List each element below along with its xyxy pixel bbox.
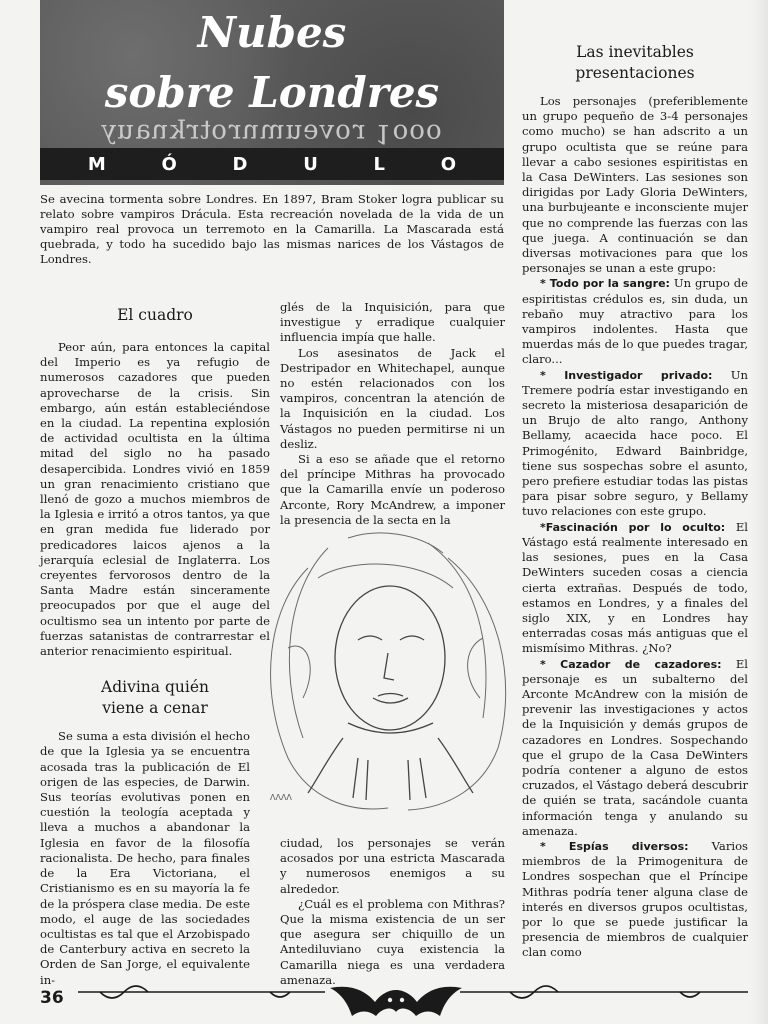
column-right: [522, 42, 748, 961]
column-left: [40, 305, 270, 988]
ornamental-footer: [40, 980, 748, 1020]
heading-adivina-quien: Adivina quién: [101, 678, 209, 697]
title-line-2: sobre Londres: [104, 68, 440, 117]
item-text: Un Tremere podría estar investigando en secreto la misteriosa desaparición de un Brujo de alto rango, Anthony Bellamy, acaecida hace poco. El Primogénito, Edward Bainbridge, tiene sus sospechas sobre el asunto, pero prefiere estudiar todas las pistas para pisar sobre seguro, y Bellamy tuvo relaciones con este grupo.: [522, 367, 748, 519]
list-item: [522, 520, 748, 657]
item-label: * Investigador privado:: [540, 368, 713, 382]
modulo-bar: [40, 148, 504, 180]
item-text: El Vástago está realmente interesado en las sesiones, pues en la Casa DeWinters suceden cosas a ciencia cierta extrañas. Después de todo, estamos en Londres, y a finales del siglo XIX, y en Londres hay enterradas cosas más antiguas que el mismísimo Mithras. ¿No?: [522, 519, 748, 656]
list-item: [522, 839, 748, 961]
paragraph: ¿Cuál es el problema con Mithras? Que la misma existencia de un ser que asegura ser chiquillo de un Antediluviano cuya existencia la Camarilla niega es una verdadera amenaza.: [280, 896, 505, 987]
paragraph: Los asesinatos de Jack el Destripador en Whitechapel, aunque no estén relacionados con los vampiros, concentran la atención de la Inquisición en la ciudad. Los Vástagos no pueden permitirse ni un desliz.: [280, 345, 505, 451]
modulo-letter: D: [232, 153, 248, 175]
modulo-letter: M: [87, 153, 106, 175]
heading-el-cuadro: El cuadro: [117, 306, 193, 324]
paragraph: Si a eso se añade que el retorno del príncipe Mithras ha provocado que la Camarilla envíe un poderoso Arconte, Rory McAndrew, a imponer la presencia de la secta en la: [280, 452, 505, 527]
item-text: Varios miembros de la Primogenitura de Londres sospechan que el Príncipe Mithras podría tener alguna clase de interés en diversos grupos ocultistas, por lo que se puede justificar la presencia de miembros de cualquier clan como: [522, 838, 749, 960]
paragraph: glés de la Inquisición, para que investigue y erradique cualquier influencia impía que halle.: [280, 300, 505, 345]
item-text: El personaje es un subalterno del Arconte McAndrew con la misión de prevenir las investigaciones y actos de la Inquisición y demás grupos de cazadores en Londres. Sospechando que el grupo de la Casa DeWinters podría contener a alguno de estos cruzados, el Vástago deberá descubrir de quién se trata, sacándole cuanta información tenga y anulando su amenaza.: [522, 656, 748, 838]
intro-paragraph: Se avecina tormenta sobre Londres. En 1897, Bram Stoker logra publicar su relato sobre vampiros Drácula. Esta recreación novelada de la vida de un vampiro real provoca un terremoto en la Camarilla. La Mascarada está quebrada, y todo ha sucedido bajo las mismas narices de los Vástagos de Londres.: [40, 192, 504, 266]
item-label: * Espías diversos:: [540, 839, 689, 853]
page-number: 36: [40, 988, 64, 1008]
column-middle-lower: [280, 836, 505, 988]
list-item: [522, 276, 748, 367]
paragraph: Peor aún, para entonces la capital del Imperio es ya refugio de numerosos cazadores que pueden aprovecharse de la crisis. Sin embargo, aún están estableciéndose en la ciudad. La repentina explosión de actividad ocultista en la última mitad del siglo no ha pasado desapercibida. Londres vivió en 1859 un gran renacimiento cristiano que llenó de gozo a muchos miembros de la Iglesia e irritó a otros tantos, ya que en gran medida fue liderado por predicadores laicos ajenos a la jerarquía eclesial de Inglaterra. Los creyentes fervorosos dentro de la Santa Madre están sinceramente preocupados por que el auge del ocultismo sea un intento por parte de fuerzas satanistas de contrarrestar el anterior renacimiento espiritual.: [40, 340, 270, 659]
vampire-woman-illustration: [248, 528, 530, 818]
modulo-letter: U: [303, 153, 318, 175]
column-middle: [280, 300, 505, 528]
svg-text:ɅɅɅɅ: ɅɅɅɅ: [270, 793, 292, 802]
modulo-letter: Ó: [161, 153, 177, 175]
item-label: * Todo por la sangre:: [540, 277, 670, 291]
page-edge: [750, 0, 768, 1024]
list-item: [522, 657, 748, 839]
heading-inevitables: Las inevitables: [576, 43, 694, 61]
item-label: * Cazador de cazadores:: [540, 657, 722, 671]
modulo-letter: O: [440, 153, 457, 175]
paragraph: Los personajes (preferiblemente un grupo pequeño de 3-4 personajes como mucho) se han adscrito a un grupo ocultista que se reúne para llevar a cabo sesiones espiritistas en la Casa DeWinters. Las sesiones son dirigidas por Lady Gloria DeWinters, una burbujeante e inconsciente mujer que no comprende las fuerzas con las que juega. A continuación se dan diversas motivaciones para que los personajes se unan a este grupo:: [522, 94, 748, 276]
mirrored-text: ʎnɐuʞɹʇoɹuɯnǝʌoɹ 1ooo: [101, 118, 443, 148]
modulo-letter: L: [373, 153, 386, 175]
bat-skull-icon: [330, 987, 462, 1016]
list-item: [522, 368, 748, 520]
item-label: *Fascinación por lo oculto:: [540, 520, 726, 534]
title-banner: [40, 0, 504, 185]
item-text: Un grupo de espiritistas crédulos es, sin duda, un rebaño muy atractivo para los vampiros indolentes. Hasta que muerdas más de lo que puedes tragar, claro...: [522, 276, 748, 367]
title-line-1: Nubes: [197, 8, 347, 57]
paragraph: Se suma a esta división el hecho de que la Iglesia ya se encuentra acosada tras la publicación de El origen de las especies, de Darwin. Sus teorías evolutivas ponen en cuestión la teología aceptada y lleva a muchos a abandonar la Iglesia en favor de la filosofía racionalista. De hecho, para finales de la Era Victoriana, el Cristianismo es en su mayoría la fe de la próspera clase media. De este modo, el auge de las sociedades ocultistas es tal que el Arzobispado de Canterbury activa en secreto la Orden de San Jorge, el equivalente in-: [40, 729, 250, 987]
heading-presentaciones: presentaciones: [575, 64, 695, 82]
heading-viene-a-cenar: viene a cenar: [102, 699, 208, 718]
paragraph: ciudad, los personajes se verán acosados por una estricta Mascarada y numerosos enemigos a su alrededor.: [280, 836, 505, 896]
